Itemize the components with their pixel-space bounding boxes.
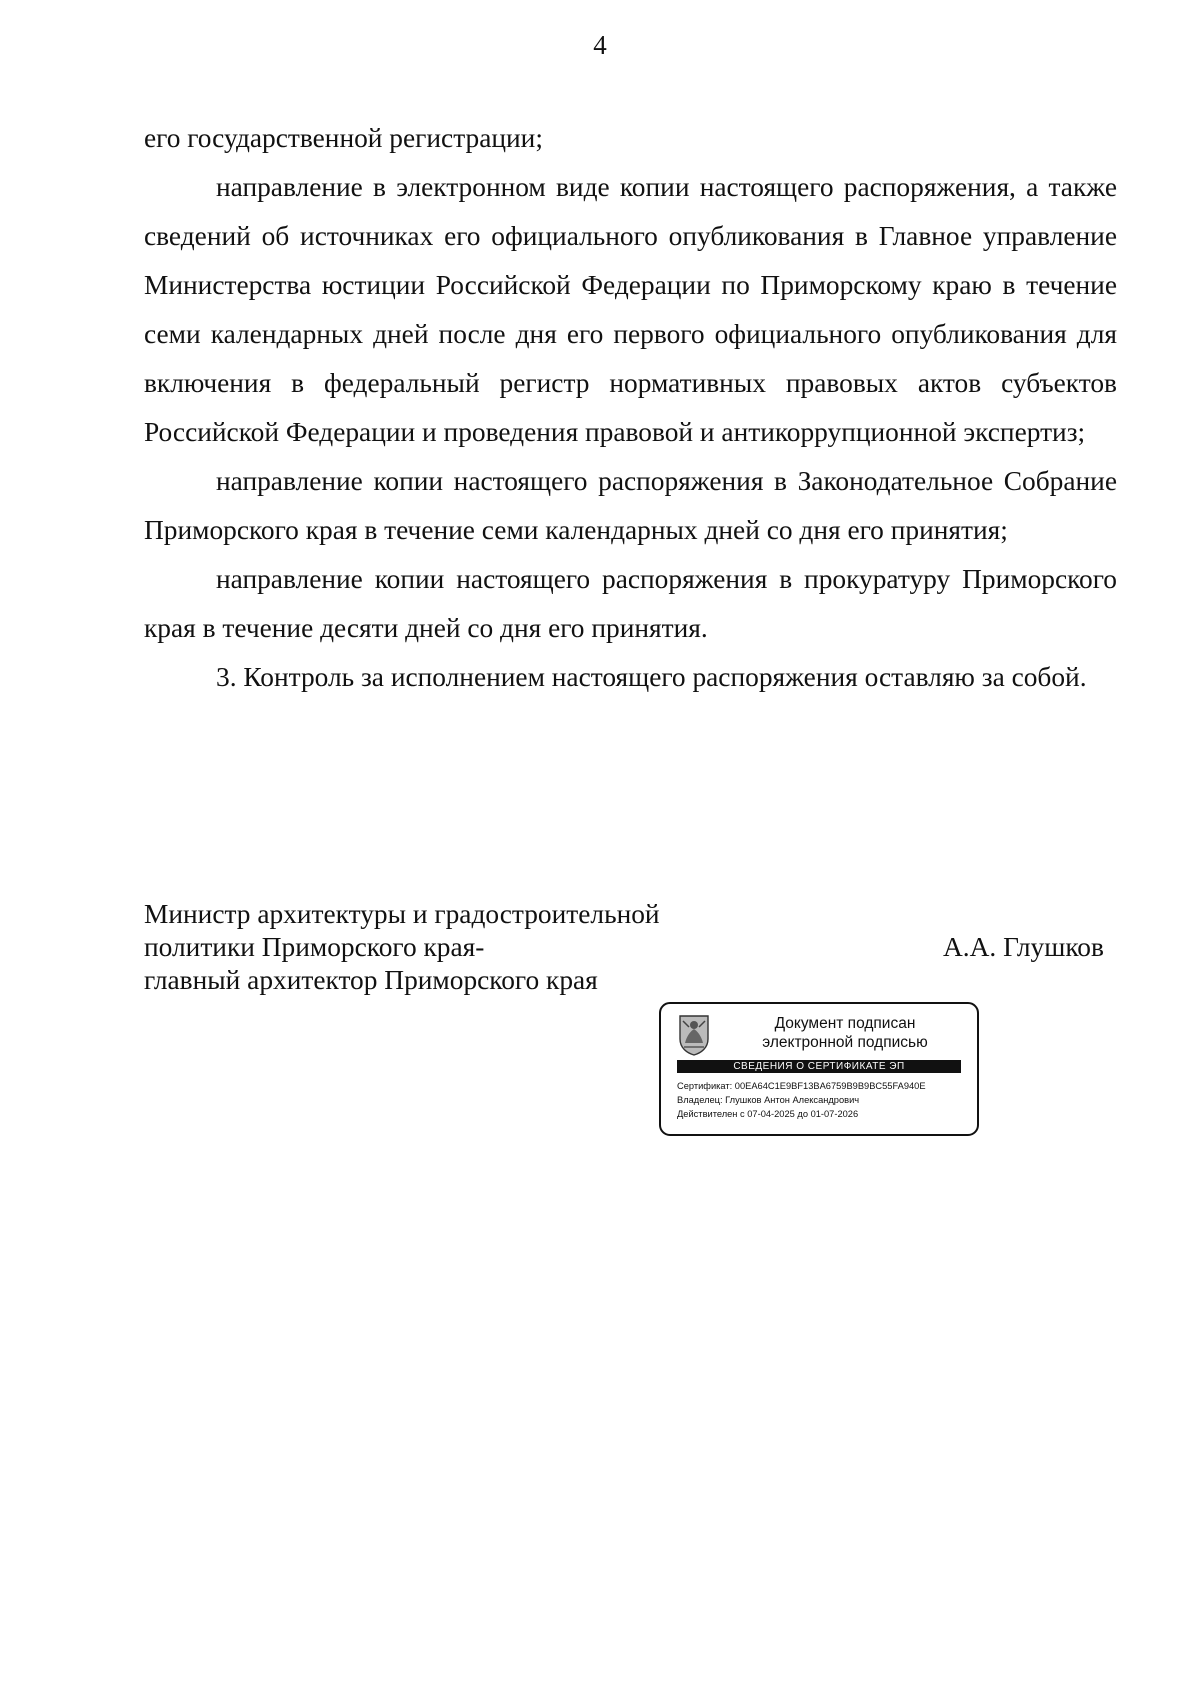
- certificate-validity: Действителен с 07-04-2025 до 01-07-2026: [677, 1109, 859, 1119]
- paragraph: направление в электронном виде копии настоящего распоряжения, а также сведений об источниках его официального опубликования в Главное управление Министерства юстиции Российской Федерации по Приморскому краю в течение семи календарных дней после дня его первого официального опубликования для включения в федеральный регистр нормативных правовых актов субъектов Российской Федерации и проведения правовой и антикоррупционной экспертиз;: [144, 172, 1117, 447]
- paragraph: направление копии настоящего распоряжения в Законодательное Собрание Приморского края в течение семи календарных дней со дня его принятия;: [144, 466, 1117, 545]
- position-line: Министр архитектуры и градостроительной: [144, 899, 660, 929]
- stamp-details: [677, 1079, 926, 1121]
- paragraph: 3. Контроль за исполнением настоящего распоряжения оставляю за собой.: [216, 662, 1087, 692]
- stamp-title-line: Документ подписан: [774, 1015, 916, 1032]
- signer-name: А.А. Глушков: [943, 932, 1104, 962]
- stamp-title: [721, 1014, 969, 1052]
- coat-of-arms-icon: [677, 1013, 711, 1057]
- signature-position: [144, 898, 660, 997]
- page-number: 4: [593, 30, 607, 60]
- position-line: главный архитектор Приморского края: [144, 965, 598, 995]
- electronic-signature-stamp: [659, 1002, 979, 1136]
- paragraph: его государственной регистрации;: [144, 123, 543, 153]
- document-body: [144, 114, 1117, 702]
- stamp-title-line: электронной подписью: [762, 1034, 928, 1051]
- certificate-number: Сертификат: 00EA64C1E9BF13BA6759B9B9BC55FA940E: [677, 1081, 926, 1091]
- paragraph: направление копии настоящего распоряжения в прокуратуру Приморского края в течение десяти дней со дня его принятия.: [144, 564, 1117, 643]
- position-line: политики Приморского края-: [144, 932, 485, 962]
- certificate-owner: Владелец: Глушков Антон Александрович: [677, 1095, 860, 1105]
- stamp-certificate-header: СВЕДЕНИЯ О СЕРТИФИКАТЕ ЭП: [677, 1060, 961, 1073]
